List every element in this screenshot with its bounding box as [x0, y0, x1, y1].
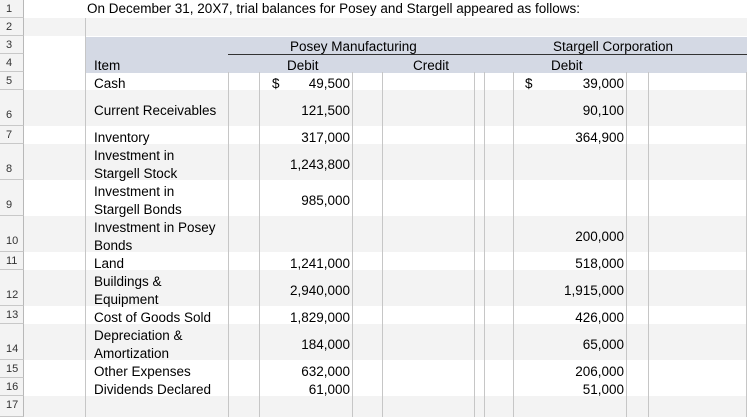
- item-cell: Cash: [94, 76, 126, 91]
- gridline: [228, 72, 229, 417]
- item-cell: Bonds: [94, 238, 133, 253]
- posey-debit-header: Debit: [287, 58, 319, 73]
- stargell-debit-cell: 90,100: [582, 103, 624, 118]
- item-cell: Investment in Posey: [94, 220, 216, 235]
- stargell-debit-cell: 200,000: [575, 229, 624, 244]
- stargell-debit-cell: 51,000: [582, 382, 624, 397]
- currency-symbol: $: [272, 76, 280, 91]
- currency-symbol: $: [525, 76, 533, 91]
- posey-debit-cell: 121,500: [301, 103, 350, 118]
- stargell-debit-cell: 206,000: [575, 364, 624, 379]
- posey-debit-cell: 985,000: [301, 193, 350, 208]
- row-header[interactable]: 10: [0, 216, 24, 252]
- item-cell: Dividends Declared: [94, 382, 212, 397]
- item-cell: Equipment: [94, 292, 159, 307]
- stargell-debit-header: Debit: [551, 58, 583, 73]
- stargell-debit-cell: 65,000: [582, 337, 624, 352]
- item-cell: Amortization: [94, 346, 170, 361]
- row-header[interactable]: 16: [0, 378, 24, 396]
- item-cell: Other Expenses: [94, 364, 191, 379]
- posey-debit-cell: 1,829,000: [289, 310, 350, 325]
- posey-debit-cell: 1,243,800: [289, 157, 350, 172]
- item-cell: Stargell Bonds: [94, 202, 182, 217]
- blank-row: [24, 18, 747, 36]
- item-cell: Investment in: [94, 184, 175, 199]
- table-row: [24, 252, 747, 270]
- company-header-posey: Posey Manufacturing: [290, 39, 417, 54]
- row-header[interactable]: 9: [0, 180, 24, 216]
- stargell-debit-cell: 426,000: [575, 310, 624, 325]
- stargell-debit-cell: 518,000: [575, 256, 624, 271]
- row-header[interactable]: 12: [0, 270, 24, 306]
- row-header[interactable]: 4: [0, 54, 24, 72]
- header-underline: [228, 54, 747, 55]
- gridline: [648, 72, 649, 417]
- posey-debit-cell: 317,000: [301, 130, 350, 145]
- row-header[interactable]: 2: [0, 18, 24, 36]
- stargell-debit-cell: 39,000: [582, 76, 624, 91]
- item-cell: Depreciation &: [94, 328, 183, 343]
- posey-debit-cell: 184,000: [301, 337, 350, 352]
- row-header[interactable]: 14: [0, 324, 24, 360]
- gridline: [626, 72, 627, 417]
- item-cell: Stargell Stock: [94, 166, 178, 181]
- item-cell: Inventory: [94, 130, 150, 145]
- posey-debit-cell: 2,940,000: [289, 283, 350, 298]
- row-header[interactable]: 1: [0, 0, 24, 18]
- row-header[interactable]: 3: [0, 36, 24, 54]
- item-cell: Land: [94, 256, 125, 271]
- row-header[interactable]: 8: [0, 144, 24, 180]
- blank-row: [24, 396, 747, 417]
- posey-debit-cell: 49,500: [308, 76, 350, 91]
- stargell-debit-cell: 1,915,000: [563, 283, 624, 298]
- gridline: [85, 18, 86, 417]
- row-header[interactable]: 5: [0, 72, 24, 90]
- item-cell: Buildings &: [94, 274, 162, 289]
- gridline: [484, 72, 485, 417]
- row-header[interactable]: 11: [0, 252, 24, 270]
- gridline: [352, 72, 353, 417]
- item-cell: Cost of Goods Sold: [94, 310, 212, 325]
- company-header-stargell: Stargell Corporation: [553, 39, 674, 54]
- row-header[interactable]: 17: [0, 396, 24, 417]
- page-title: On December 31, 20X7, trial balances for Posey and Stargell appeared as follows:: [87, 1, 581, 16]
- row-header[interactable]: 13: [0, 306, 24, 324]
- stargell-debit-cell: 364,900: [575, 130, 624, 145]
- posey-debit-cell: 61,000: [308, 382, 350, 397]
- table-row: [24, 72, 747, 90]
- row-header[interactable]: 6: [0, 90, 24, 126]
- item-cell: Current Receivables: [94, 103, 217, 118]
- gridline: [474, 72, 475, 417]
- item-cell: Investment in: [94, 148, 175, 163]
- gridline: [259, 72, 260, 417]
- item-column-header: Item: [94, 58, 121, 73]
- posey-credit-header: Credit: [413, 58, 450, 73]
- row-header[interactable]: 7: [0, 126, 24, 144]
- gridline: [513, 72, 514, 417]
- posey-debit-cell: 632,000: [301, 364, 350, 379]
- posey-debit-cell: 1,241,000: [289, 256, 350, 271]
- gridline: [382, 72, 383, 417]
- row-header[interactable]: 15: [0, 360, 24, 378]
